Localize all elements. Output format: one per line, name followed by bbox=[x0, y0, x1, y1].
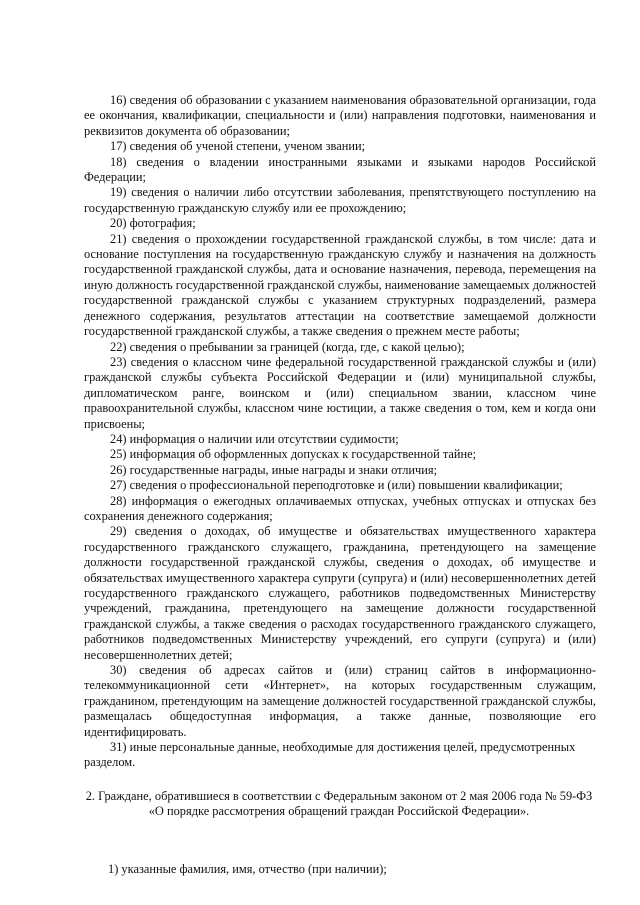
section-2-item-1: 1) указанные фамилия, имя, отчество (при наличии); bbox=[108, 862, 387, 876]
personal-data-list bbox=[84, 93, 596, 771]
list-item-28: 28) информация о ежегодных оплачиваемых отпусках, учебных отпусках и отпусках без сохранения денежного содержания; bbox=[84, 493, 596, 523]
list-item-30: 30) сведения об адресах сайтов и (или) страниц сайтов в информационно-телекоммуникационной сети «Интернет», на которых государственным служащим, гражданином, претендующим на замещение должностей государственной гражданской службы, размещалась общедоступная информация, а также данные, позволяющие его идентифицировать. bbox=[84, 663, 596, 739]
list-item-16: 16) сведения об образовании с указанием наименования образовательной организации, года ее окончания, квалификации, специальности и (или) направления подготовки, наименования и реквизитов документа об образовании; bbox=[84, 93, 596, 138]
list-item-31: 31) иные персональные данные, необходимые для достижения целей, предусмотренных разделом. bbox=[84, 740, 576, 770]
list-item-20: 20) фотография; bbox=[110, 216, 196, 231]
list-item-29: 29) сведения о доходах, об имуществе и обязательствах имущественного характера государственного гражданского служащего, гражданина, претендующего на замещение должности государственной гражданской службы, сведения о доходах, об имуществе и обязательствах имущественного характера супруги (супруга) и (или) несовершеннолетних детей государственного гражданского служащего, работников подведомственных Министерству учреждений, гражданина, претендующего на замещение должности государственной гражданской службы, а также сведения о расходах государственного гражданского служащего, работников подведомственных Министерству учреждений, его супруги (супруга) и (или) несовершеннолетних детей; bbox=[84, 524, 596, 662]
list-item-21: 21) сведения о прохождении государственной гражданской службы, в том числе: дата и основание поступления на государственную гражданскую службу и назначения на должность государственной гражданской службы, дата и основание назначения, перевода, перемещения на иную должность государственной гражданской службы, наименование замещаемых должностей государственной гражданской службы с указанием структурных подразделений, размера денежного содержания, результатов аттестации на соответствие замещаемой должности государственной гражданской службы, а также сведения о прежнем месте работы; bbox=[84, 231, 596, 339]
section-2-heading: 2. Граждане, обратившиеся в соответствии с Федеральным законом от 2 мая 2006 года № 59-ФЗ «О порядке рассмотрения обращений граждан Российской Федерации». bbox=[85, 789, 593, 819]
list-item-18: 18) сведения о владении иностранными языками и языками народов Российской Федерации; bbox=[84, 154, 596, 185]
list-item-27: 27) сведения о профессиональной переподготовке и (или) повышении квалификации; bbox=[110, 478, 563, 493]
list-item-22: 22) сведения о пребывании за границей (когда, где, с какой целью); bbox=[110, 339, 465, 354]
list-item-23: 23) сведения о классном чине федеральной государственной гражданской службы и (или) гражданской службы субъекта Российской Федерации и (или) муниципальной службы, дипломатическом ранге, воинском и (или) специальном звании, классном чине правоохранительной службы, классном чине юстиции, а также сведения о том, кем и когда они присвоены; bbox=[84, 354, 596, 431]
list-item-17: 17) сведения об ученой степени, ученом звании; bbox=[110, 139, 366, 154]
list-item-25: 25) информация об оформленных допусках к государственной тайне; bbox=[110, 447, 477, 462]
list-item-19: 19) сведения о наличии либо отсутствии заболевания, препятствующего поступлению на государственную гражданскую службу или ее прохождению; bbox=[84, 185, 596, 215]
list-item-26: 26) государственные награды, иные награды и знаки отличия; bbox=[110, 462, 438, 477]
list-item-24: 24) информация о наличии или отсутствии судимости; bbox=[110, 431, 399, 446]
